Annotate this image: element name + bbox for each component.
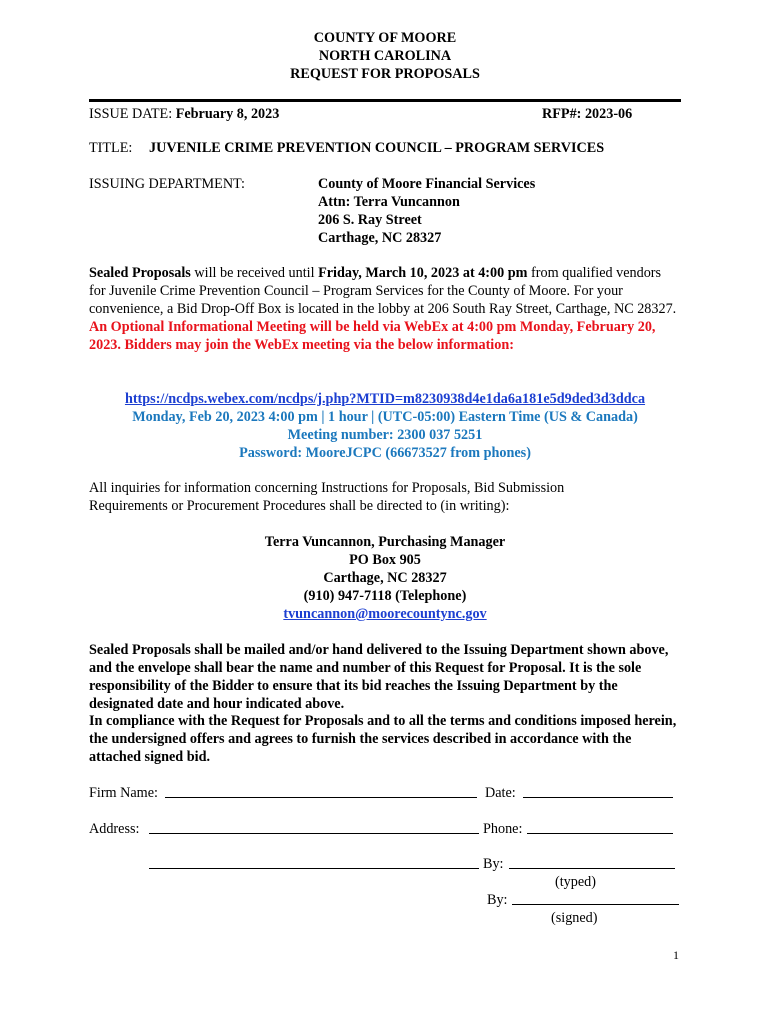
department-line: Attn: Terra Vuncannon bbox=[318, 194, 460, 210]
title-label: TITLE: bbox=[89, 140, 133, 156]
county-heading: COUNTY OF MOORE bbox=[313, 30, 457, 46]
signed-caption: (signed) bbox=[551, 910, 598, 926]
sealed-proposals-term: Sealed Proposals bbox=[89, 265, 191, 281]
signature-field[interactable] bbox=[512, 904, 679, 905]
header-rule bbox=[89, 99, 681, 102]
address-field[interactable] bbox=[149, 833, 479, 834]
firm-name-field[interactable] bbox=[165, 797, 477, 798]
webex-link[interactable]: https://ncdps.webex.com/ncdps/j.php?MTID=m8230938d4e1da6a181e5d9ded3d3ddca bbox=[124, 391, 646, 407]
contact-city: Carthage, NC 28327 bbox=[323, 570, 447, 586]
issue-date bbox=[89, 105, 279, 123]
by-signed-label: By: bbox=[487, 892, 508, 908]
phone-field[interactable] bbox=[527, 833, 673, 834]
contact-email-link[interactable]: tvuncannon@moorecountync.gov bbox=[283, 606, 487, 622]
address-label: Address: bbox=[89, 821, 140, 837]
meeting-password: Password: MooreJCPC (66673527 from phones) bbox=[239, 445, 531, 461]
rfp-value: 2023-06 bbox=[584, 106, 633, 122]
department-label: ISSUING DEPARTMENT: bbox=[89, 176, 245, 192]
contact-name: Terra Vuncannon, Purchasing Manager bbox=[264, 534, 506, 550]
document-type-heading: REQUEST FOR PROPOSALS bbox=[290, 66, 480, 82]
meeting-time: Monday, Feb 20, 2023 4:00 pm | 1 hour | (UTC-05:00) Eastern Time (US & Canada) bbox=[132, 409, 638, 425]
issue-date-label: ISSUE DATE: bbox=[89, 106, 173, 122]
address-line-2-field[interactable] bbox=[149, 868, 479, 869]
phone-label: Phone: bbox=[483, 821, 523, 837]
contact-phone: (910) 947-7118 (Telephone) bbox=[303, 588, 467, 604]
department-line: County of Moore Financial Services bbox=[318, 176, 536, 192]
meeting-notice: An Optional Informational Meeting will be held via WebEx at 4:00 pm Monday, February 20, 2023. Bidders may join the WebEx meeting via the below information: bbox=[89, 319, 656, 353]
issue-date-value: February 8, 2023 bbox=[175, 106, 280, 122]
typed-caption: (typed) bbox=[555, 874, 596, 890]
title-value: JUVENILE CRIME PREVENTION COUNCIL – PROGRAM SERVICES bbox=[149, 140, 605, 156]
intro-paragraph bbox=[89, 264, 679, 354]
intro-text: from qualified vendors for Juvenile Crime Prevention Council – Program Services for the County of Moore. For your convenience, a Bid Drop-Off Box is located in the lobby at 206 South Ray Street, Carthage, NC 28327. bbox=[89, 265, 677, 317]
contact-po-box: PO Box 905 bbox=[349, 552, 421, 568]
instructions-paragraph: Sealed Proposals shall be mailed and/or hand delivered to the Issuing Department shown above, and the envelope shall bear the name and number of this Request for Proposal. It is the sole responsibility of the Bidder to ensure that its bid reaches the Issuing Department by the designated date and hour indicated above. bbox=[89, 642, 669, 712]
page-number: 1 bbox=[673, 948, 679, 962]
date-field[interactable] bbox=[523, 797, 673, 798]
meeting-number: Meeting number: 2300 037 5251 bbox=[287, 427, 483, 443]
by-typed-label: By: bbox=[483, 856, 504, 872]
firm-name-label: Firm Name: bbox=[89, 785, 158, 801]
intro-text: will be received until bbox=[190, 265, 319, 281]
date-label: Date: bbox=[485, 785, 516, 801]
compliance-paragraph: In compliance with the Request for Proposals and to all the terms and conditions imposed herein, the undersigned offers and agrees to furnish the services described in accordance with the attached signed bid. bbox=[89, 713, 677, 765]
department-line: 206 S. Ray Street bbox=[318, 212, 422, 228]
deadline: Friday, March 10, 2023 at 4:00 pm bbox=[318, 265, 528, 281]
state-heading: NORTH CAROLINA bbox=[318, 48, 452, 64]
inquiries-paragraph: All inquiries for information concerning Instructions for Proposals, Bid Submission Requirements or Procurement Procedures shall be directed to (in writing): bbox=[89, 480, 565, 514]
typed-name-field[interactable] bbox=[509, 868, 675, 869]
department-line: Carthage, NC 28327 bbox=[318, 230, 442, 246]
rfp-number bbox=[542, 105, 632, 123]
rfp-label: RFP#: bbox=[542, 106, 582, 122]
